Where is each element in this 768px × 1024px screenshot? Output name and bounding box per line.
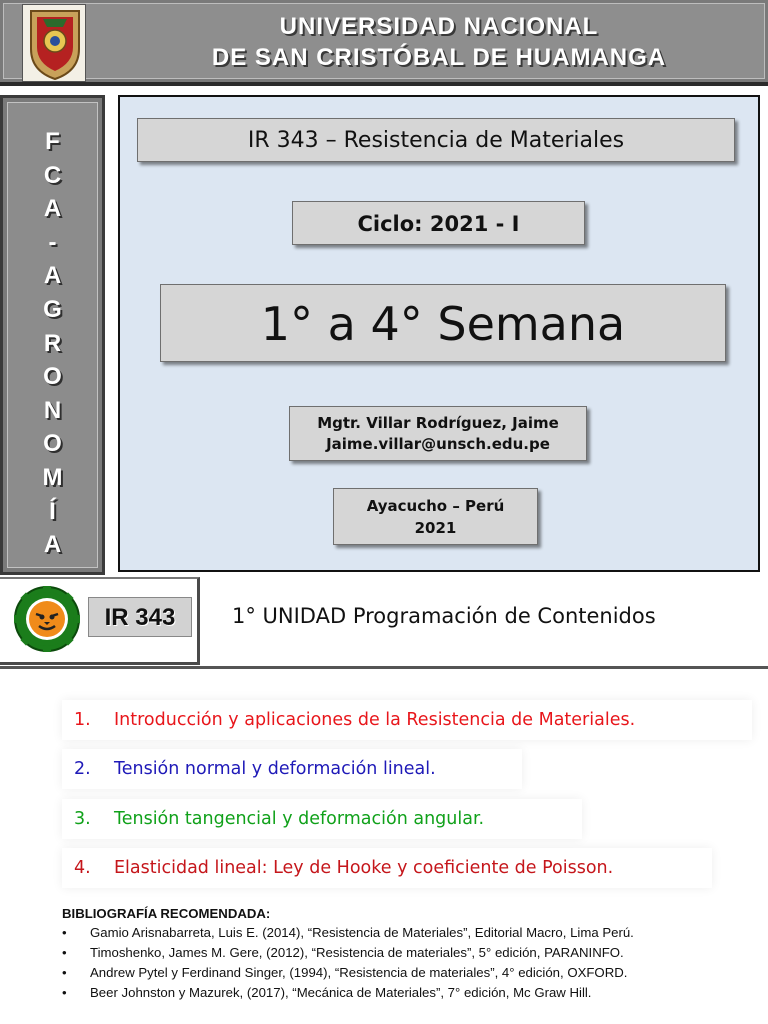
weeks-box: 1° a 4° Semana bbox=[160, 284, 726, 362]
university-name-line2: DE SAN CRISTÓBAL DE HUAMANGA bbox=[211, 44, 667, 71]
bibliography-text: Gamio Arisnabarreta, Luis E. (2014), “Resistencia de Materiales”, Editorial Macro, Lima Perú. bbox=[90, 925, 634, 940]
teacher-name: Mgtr. Villar Rodríguez, Jaime bbox=[317, 414, 559, 432]
course-title-box: IR 343 – Resistencia de Materiales bbox=[137, 118, 735, 162]
bibliography-section bbox=[62, 906, 762, 1003]
content-item-text: Tensión tangencial y deformación angular. bbox=[114, 809, 485, 829]
course-code-label: IR 343 bbox=[88, 597, 192, 637]
faculty-sidebar-panel bbox=[7, 102, 98, 568]
university-crest-icon bbox=[22, 4, 86, 82]
content-item-text: Introducción y aplicaciones de la Resistencia de Materiales. bbox=[114, 710, 636, 730]
bibliography-item bbox=[62, 963, 762, 983]
bullet: • bbox=[62, 925, 67, 940]
faculty-letter: M bbox=[42, 463, 63, 491]
faculty-letter: Í bbox=[49, 497, 56, 525]
faculty-letter: F bbox=[45, 128, 60, 155]
content-item-text: Elasticidad lineal: Ley de Hooke y coeficiente de Poisson. bbox=[114, 858, 614, 878]
faculty-letter: - bbox=[48, 228, 57, 256]
bibliography-text: Andrew Pytel y Ferdinand Singer, (1994), “Resistencia de materiales”, 4° edición, OXFORD. bbox=[90, 965, 628, 980]
faculty-letter: G bbox=[43, 295, 62, 323]
faculty-letter: A bbox=[43, 531, 62, 559]
faculty-letter: A bbox=[43, 195, 62, 223]
bullet: • bbox=[62, 945, 67, 960]
teacher-email: Jaime.villar@unsch.edu.pe bbox=[326, 435, 550, 453]
bibliography-title: BIBLIOGRAFÍA RECOMENDADA: bbox=[62, 906, 271, 921]
faculty-letter: C bbox=[43, 161, 62, 189]
faculty-vertical-title bbox=[8, 125, 97, 562]
faculty-letter: R bbox=[43, 329, 62, 357]
cycle-box: Ciclo: 2021 - I bbox=[292, 201, 585, 245]
content-item-1 bbox=[62, 700, 752, 740]
bullet: • bbox=[62, 965, 67, 980]
bibliography-text: Beer Johnston y Mazurek, (2017), “Mecánica de Materiales”, 7° edición, Mc Graw Hill. bbox=[90, 985, 592, 1000]
place-name: Ayacucho – Perú bbox=[366, 497, 505, 515]
content-item-2 bbox=[62, 749, 522, 789]
content-item-text: Tensión normal y deformación lineal. bbox=[114, 759, 436, 779]
bibliography-item bbox=[62, 983, 762, 1003]
content-item-number: 4. bbox=[74, 858, 91, 878]
header-panel bbox=[3, 3, 765, 79]
faculty-sidebar bbox=[0, 95, 105, 575]
content-item-4 bbox=[62, 848, 712, 888]
faculty-letter: O bbox=[43, 363, 62, 391]
university-header bbox=[0, 0, 768, 86]
faculty-letter: N bbox=[43, 396, 62, 424]
unit-title: 1° UNIDAD Programación de Contenidos bbox=[232, 604, 656, 628]
place-box bbox=[333, 488, 538, 545]
content-item-number: 3. bbox=[74, 809, 91, 829]
tiger-gear-logo-icon bbox=[14, 586, 80, 652]
place-year: 2021 bbox=[414, 519, 457, 537]
faculty-letter: O bbox=[43, 430, 62, 458]
bibliography-text: Timoshenko, James M. Gere, (2012), “Resistencia de materiales”, 5° edición, PARANINFO. bbox=[90, 945, 624, 960]
teacher-box bbox=[289, 406, 587, 461]
content-item-3 bbox=[62, 799, 582, 839]
content-item-number: 2. bbox=[74, 759, 91, 779]
content-item-number: 1. bbox=[74, 710, 91, 730]
band-divider bbox=[0, 666, 768, 669]
bibliography-item bbox=[62, 943, 762, 963]
bibliography-item bbox=[62, 923, 762, 943]
faculty-letter: A bbox=[43, 262, 62, 290]
university-name-line1: UNIVERSIDAD NACIONAL bbox=[279, 13, 599, 40]
bullet: • bbox=[62, 985, 67, 1000]
